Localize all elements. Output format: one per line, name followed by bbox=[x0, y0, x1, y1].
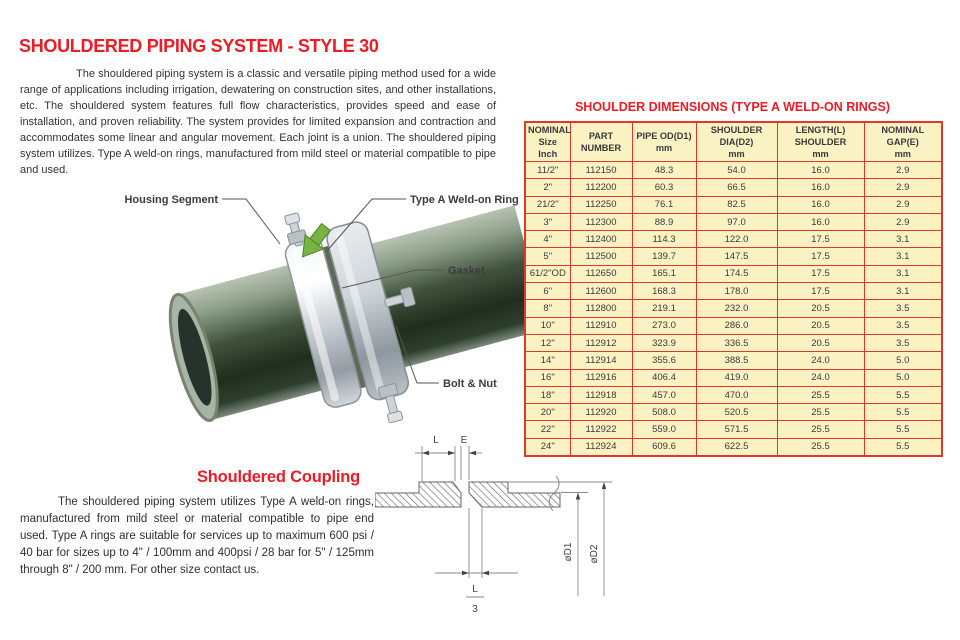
table-cell: 12" bbox=[525, 334, 570, 351]
table-cell: 5.5 bbox=[864, 404, 942, 421]
table-cell: 3.5 bbox=[864, 334, 942, 351]
table-cell: 24.0 bbox=[777, 352, 864, 369]
dimensions-table bbox=[524, 121, 943, 457]
table-cell: 147.5 bbox=[696, 248, 777, 265]
table-cell: 2.9 bbox=[864, 213, 942, 230]
table-cell: 6" bbox=[525, 283, 570, 300]
table-cell: 3" bbox=[525, 213, 570, 230]
column-header: LENGTH(L) SHOULDER mm bbox=[777, 122, 864, 162]
table-row bbox=[525, 283, 942, 300]
table-cell: 25.5 bbox=[777, 421, 864, 438]
table-row bbox=[525, 265, 942, 282]
table-cell: 17.5 bbox=[777, 265, 864, 282]
table-cell: 112250 bbox=[570, 196, 632, 213]
table-cell: 25.5 bbox=[777, 438, 864, 456]
table-cell: 112800 bbox=[570, 300, 632, 317]
table-cell: 273.0 bbox=[632, 317, 696, 334]
table-cell: 22" bbox=[525, 421, 570, 438]
table-cell: 16.0 bbox=[777, 196, 864, 213]
gasket-label: Gasket bbox=[448, 265, 485, 277]
table-cell: 323.9 bbox=[632, 334, 696, 351]
pipe-assembly bbox=[148, 186, 532, 466]
table-cell: 419.0 bbox=[696, 369, 777, 386]
table-cell: 178.0 bbox=[696, 283, 777, 300]
table-cell: 24" bbox=[525, 438, 570, 456]
table-cell: 5.5 bbox=[864, 386, 942, 403]
housing-segment-label: Housing Segment bbox=[124, 194, 218, 206]
table-cell: 112912 bbox=[570, 334, 632, 351]
table-cell: 2" bbox=[525, 179, 570, 196]
table-cell: 82.5 bbox=[696, 196, 777, 213]
table-cell: 112924 bbox=[570, 438, 632, 456]
table-cell: 4" bbox=[525, 231, 570, 248]
table-cell: 5.5 bbox=[864, 421, 942, 438]
table-cell: 571.5 bbox=[696, 421, 777, 438]
table-row bbox=[525, 248, 942, 265]
table-cell: 3.5 bbox=[864, 300, 942, 317]
coupling-section-heading: Shouldered Coupling bbox=[197, 468, 361, 486]
table-cell: 48.3 bbox=[632, 162, 696, 179]
table-cell: 112150 bbox=[570, 162, 632, 179]
table-cell: 5.0 bbox=[864, 369, 942, 386]
length-dim-label: L bbox=[433, 435, 439, 446]
table-row bbox=[525, 231, 942, 248]
table-cell: 2.9 bbox=[864, 179, 942, 196]
table-cell: 559.0 bbox=[632, 421, 696, 438]
table-cell: 54.0 bbox=[696, 162, 777, 179]
table-cell: 112500 bbox=[570, 248, 632, 265]
table-cell: 355.6 bbox=[632, 352, 696, 369]
table-cell: 112920 bbox=[570, 404, 632, 421]
table-cell: 3.1 bbox=[864, 248, 942, 265]
table-cell: 232.0 bbox=[696, 300, 777, 317]
table-cell: 114.3 bbox=[632, 231, 696, 248]
column-header: NOMINAL Size Inch bbox=[525, 122, 570, 162]
table-cell: 165.1 bbox=[632, 265, 696, 282]
table-row bbox=[525, 213, 942, 230]
table-cell: 24.0 bbox=[777, 369, 864, 386]
table-cell: 112914 bbox=[570, 352, 632, 369]
intro-paragraph: The shouldered piping system is a classic and versatile piping method used for a wide range of applications including irrigation, dewatering on construction sites, and other installations, etc. The shouldered system features full flow characteristics, provides speed and ease of installation, and proven reliability. The system provides for limited expansion and contraction and accommodates some linear and angular movement. Each joint is a union. The shouldered piping system utilizes. Type A weld-on rings, manufactured from mild steel or material compatible to pipe and used. bbox=[20, 68, 496, 176]
table-cell: 520.5 bbox=[696, 404, 777, 421]
table-cell: 16.0 bbox=[777, 179, 864, 196]
table-cell: 3.1 bbox=[864, 283, 942, 300]
table-row bbox=[525, 196, 942, 213]
table-cell: 457.0 bbox=[632, 386, 696, 403]
page-title: SHOULDERED PIPING SYSTEM - STYLE 30 bbox=[19, 36, 379, 56]
table-cell: 3.5 bbox=[864, 317, 942, 334]
fraction-numerator-label: L bbox=[472, 584, 478, 595]
table-cell: 88.9 bbox=[632, 213, 696, 230]
column-header: PART NUMBER bbox=[570, 122, 632, 162]
table-cell: 3.1 bbox=[864, 231, 942, 248]
table-cell: 508.0 bbox=[632, 404, 696, 421]
table-cell: 25.5 bbox=[777, 386, 864, 403]
table-cell: 406.4 bbox=[632, 369, 696, 386]
table-cell: 174.5 bbox=[696, 265, 777, 282]
column-header: NOMINAL GAP(E) mm bbox=[864, 122, 942, 162]
table-cell: 25.5 bbox=[777, 404, 864, 421]
table-cell: 2.9 bbox=[864, 196, 942, 213]
dimension-lines bbox=[415, 446, 612, 597]
column-header: SHOULDER DIA(D2) mm bbox=[696, 122, 777, 162]
table-row bbox=[525, 386, 942, 403]
table-cell: 112400 bbox=[570, 231, 632, 248]
table-cell: 16.0 bbox=[777, 213, 864, 230]
table-cell: 20.5 bbox=[777, 334, 864, 351]
d1-dim-label: øD1 bbox=[563, 542, 574, 562]
table-cell: 112300 bbox=[570, 213, 632, 230]
table-title: SHOULDER DIMENSIONS (TYPE A WELD-ON RINGS) bbox=[574, 100, 891, 114]
table-cell: 219.1 bbox=[632, 300, 696, 317]
gap-dim-label: E bbox=[460, 435, 468, 446]
table-cell: 14" bbox=[525, 352, 570, 369]
table-cell: 16.0 bbox=[777, 162, 864, 179]
table-cell: 61/2"OD bbox=[525, 265, 570, 282]
table-cell: 21/2" bbox=[525, 196, 570, 213]
table-cell: 17.5 bbox=[777, 231, 864, 248]
coupling-section-paragraph: The shouldered piping system utilizes Type A weld-on rings, manufactured from mild steel or material compatible to pipe end used. Type A rings are suitable for services up to maximum 600 psi / 40 bar for sizes up to 4" / 100mm and 400psi / 28 bar for 5" / 125mm through 8" / 200 mm. For other size contact us. bbox=[20, 496, 374, 576]
table-row bbox=[525, 334, 942, 351]
table-cell: 8" bbox=[525, 300, 570, 317]
table-cell: 60.3 bbox=[632, 179, 696, 196]
fraction-denominator-label: 3 bbox=[472, 604, 478, 615]
column-header: PIPE OD(D1) mm bbox=[632, 122, 696, 162]
table-row bbox=[525, 162, 942, 179]
table-cell: 10" bbox=[525, 317, 570, 334]
table-cell: 97.0 bbox=[696, 213, 777, 230]
shoulder-dimension-diagram bbox=[375, 428, 665, 628]
table-cell: 2.9 bbox=[864, 162, 942, 179]
table-cell: 122.0 bbox=[696, 231, 777, 248]
table-cell: 5.5 bbox=[864, 438, 942, 456]
bolt-nut-label: Bolt & Nut bbox=[443, 378, 497, 390]
table-row bbox=[525, 317, 942, 334]
table-cell: 112910 bbox=[570, 317, 632, 334]
table-cell: 112200 bbox=[570, 179, 632, 196]
table-cell: 470.0 bbox=[696, 386, 777, 403]
coupling-illustration bbox=[110, 186, 532, 466]
table-cell: 18" bbox=[525, 386, 570, 403]
d2-dim-label: øD2 bbox=[589, 544, 600, 564]
pipe-cross-section bbox=[375, 476, 560, 511]
table-cell: 388.5 bbox=[696, 352, 777, 369]
table-cell: 112650 bbox=[570, 265, 632, 282]
table-cell: 3.1 bbox=[864, 265, 942, 282]
table-cell: 5.0 bbox=[864, 352, 942, 369]
table-row bbox=[525, 404, 942, 421]
table-cell: 622.5 bbox=[696, 438, 777, 456]
table-cell: 609.6 bbox=[632, 438, 696, 456]
table-row bbox=[525, 300, 942, 317]
table-header-row bbox=[525, 122, 942, 162]
table-row bbox=[525, 369, 942, 386]
table-cell: 17.5 bbox=[777, 283, 864, 300]
table-cell: 112918 bbox=[570, 386, 632, 403]
housing-segment-leader bbox=[222, 199, 280, 244]
table-row bbox=[525, 352, 942, 369]
table-cell: 112916 bbox=[570, 369, 632, 386]
weld-on-ring-label: Type A Weld-on Ring bbox=[410, 194, 519, 206]
table-cell: 168.3 bbox=[632, 283, 696, 300]
table-cell: 336.5 bbox=[696, 334, 777, 351]
table-cell: 20" bbox=[525, 404, 570, 421]
table-cell: 20.5 bbox=[777, 300, 864, 317]
table-cell: 11/2" bbox=[525, 162, 570, 179]
table-cell: 286.0 bbox=[696, 317, 777, 334]
table-cell: 17.5 bbox=[777, 248, 864, 265]
table-cell: 16" bbox=[525, 369, 570, 386]
table-cell: 5" bbox=[525, 248, 570, 265]
dimension-arrowheads bbox=[422, 451, 606, 575]
table-cell: 139.7 bbox=[632, 248, 696, 265]
table-cell: 76.1 bbox=[632, 196, 696, 213]
table-cell: 112922 bbox=[570, 421, 632, 438]
table-cell: 20.5 bbox=[777, 317, 864, 334]
table-row bbox=[525, 179, 942, 196]
table-cell: 66.5 bbox=[696, 179, 777, 196]
table-cell: 112600 bbox=[570, 283, 632, 300]
